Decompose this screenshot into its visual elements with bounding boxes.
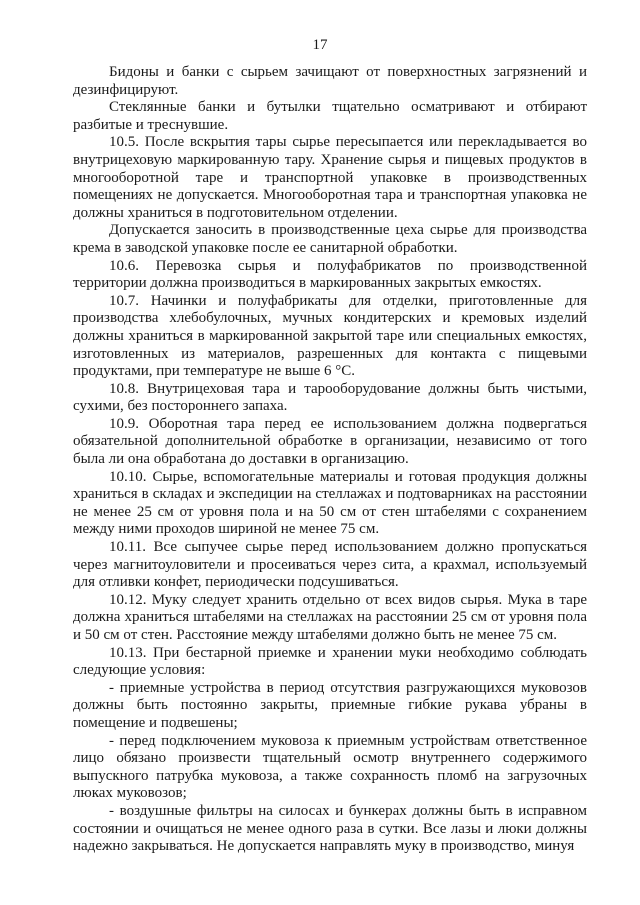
paragraph-10-13: 10.13. При бестарной приемке и хранении муки необходимо соблюдать следующие условия: bbox=[73, 644, 587, 679]
list-item-flour-truck-inspection: - перед подключением муковоза к приемным устройствам ответственное лицо обязано произвести тщательный осмотр внутреннего содержимого выпускного патрубка муковоза, а также сохранность пломб на загрузочных люках муковозов; bbox=[73, 732, 587, 802]
page-number: 17 bbox=[312, 37, 328, 53]
paragraph-10-11: 10.11. Все сыпучее сырье перед использованием должно пропускаться через магнитоуловители и просеиваться через сита, а крахмал, используемый для отливки конфет, периодически подсушиваться. bbox=[73, 539, 587, 591]
paragraph-glass-inspection: Стеклянные банки и бутылки тщательно осматривают и отбирают разбитые и треснувшие. bbox=[73, 99, 587, 133]
list-item-air-filters: - воздушные фильтры на силосах и бункерах должны быть в исправном состоянии и очищаться не менее одного раза в сутки. Все лазы и люки должны надежно закрываться. Не допускается направлять муку в производство, минуя bbox=[73, 802, 587, 855]
paragraph-10-12: 10.12. Муку следует хранить отдельно от всех видов сырья. Мука в таре должна храниться штабелями на стеллажах на расстоянии 25 см от уровня пола и 50 см от стен. Расстояние между штабелями должно быть не менее 75 см. bbox=[73, 591, 587, 643]
paragraph-10-8: 10.8. Внутрицеховая тара и тарооборудование должны быть чистыми, сухими, без постороннего запаха. bbox=[73, 380, 587, 415]
paragraph-cream-raw-materials: Допускается заносить в производственные цеха сырье для производства крема в заводской упаковке после ее санитарной обработки. bbox=[73, 222, 587, 256]
list-item-receiving-devices: - приемные устройства в период отсутствия разгружающихся муковозов должны быть постоянно закрыты, приемные гибкие рукава убраны в помещение и подвешены; bbox=[73, 679, 587, 731]
paragraph-10-10: 10.10. Сырье, вспомогательные материалы и готовая продукция должны храниться в складах и экспедиции на стеллажах и подтоварниках на расстоянии не менее 25 см от уровня пола и на 50 см от стен штабелями с сохранением между ними проходов шириной не менее 75 см. bbox=[73, 468, 587, 538]
paragraph-10-6: 10.6. Перевозка сырья и полуфабрикатов по производственной территории должна производиться в маркированных закрытых емкостях. bbox=[73, 257, 587, 292]
paragraph-10-5: 10.5. После вскрытия тары сырье пересыпается или перекладывается во внутрицеховую маркированную тару. Хранение сырья и пищевых продуктов в многооборотной таре и транспортной упаковке в производственных помещениях не допускается. Многооборотная тара и транспортная упаковка не должны храниться в подготовительном отделении. bbox=[73, 134, 587, 221]
document-body bbox=[73, 64, 587, 856]
paragraph-10-7: 10.7. Начинки и полуфабрикаты для отделки, приготовленные для производства хлебобулочных, мучных кондитерских и кремовых изделий должны храниться в маркированной закрытой таре или специальных емкостях, изготовленных из материалов, разрешенных для контакта с пищевыми продуктами, при температуре не выше 6 °С. bbox=[73, 292, 587, 380]
paragraph-10-9: 10.9. Оборотная тара перед ее использованием должна подвергаться обязательной дополнительной обработке в организации, независимо от того была ли она обработана до доставки в организацию. bbox=[73, 415, 587, 468]
paragraph-containers-cleaning: Бидоны и банки с сырьем зачищают от поверхностных загрязнений и дезинфицируют. bbox=[73, 64, 587, 98]
